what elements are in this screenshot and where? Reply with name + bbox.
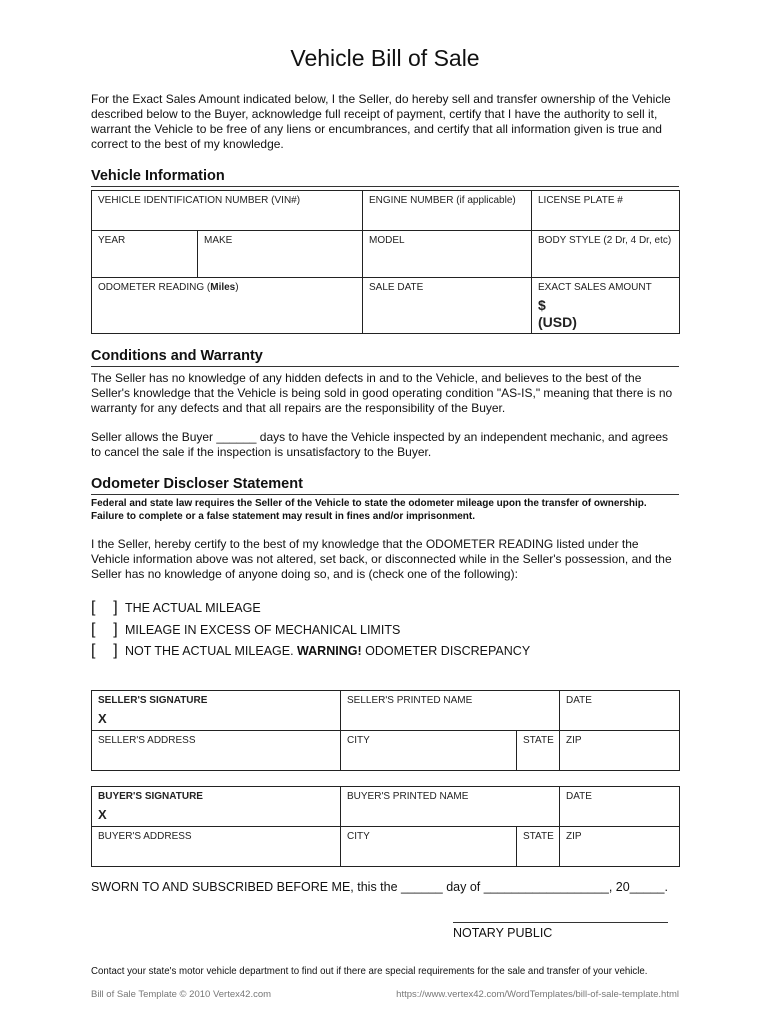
odometer-label-suffix: )	[235, 282, 239, 293]
buyer-zip-field[interactable]: ZIP	[560, 827, 680, 867]
body-style-field[interactable]: BODY STYLE (2 Dr, 4 Dr, etc)	[532, 231, 680, 278]
buyer-signature-label: BUYER'S SIGNATURE	[98, 791, 203, 802]
odometer-reading-field[interactable]	[92, 278, 363, 334]
seller-signature-field[interactable]	[92, 691, 341, 731]
conditions-paragraph: The Seller has no knowledge of any hidden defects in and to the Vehicle, and believes to the best of the Seller's knowledge that the Vehicle is being sold in good operating condition "AS-IS," meaning that there is no warranty for any defects and that all repairs are the responsibility of the Buyer.	[91, 371, 673, 415]
vin-field[interactable]: VEHICLE IDENTIFICATION NUMBER (VIN#)	[92, 191, 363, 231]
intro-paragraph: For the Exact Sales Amount indicated below, I the Seller, do hereby sell and transfer ownership of the Vehicle described below to the Buyer, acknowledge full receipt of payment, certify that I have the authority to sell it, warrant the Vehicle to be free of any liens or encumbrances, and certify that all information given is true and correct to the best of my knowledge.	[91, 92, 671, 151]
odometer-miles-label: Miles	[210, 282, 236, 293]
dollar-sign: $	[538, 297, 546, 313]
option-label-end: ODOMETER DISCREPANCY	[361, 644, 531, 658]
year-field[interactable]: YEAR	[92, 231, 198, 278]
conditions-heading: Conditions and Warranty	[91, 347, 679, 367]
exact-sales-amount-field[interactable]	[532, 278, 680, 334]
odometer-legal-notice: Federal and state law requires the Seller of the Vehicle to state the odometer mileage upon the transfer of ownership. Failure to complete or a false statement may result in fines and/or imprisonment.	[91, 498, 647, 522]
sale-date-field[interactable]: SALE DATE	[363, 278, 532, 334]
bracket-close: ]	[113, 621, 118, 638]
sales-amount-label: EXACT SALES AMOUNT	[538, 282, 652, 293]
sworn-statement: SWORN TO AND SUBSCRIBED BEFORE ME, this the ______ day of __________________, 20_____.	[91, 880, 668, 894]
model-field[interactable]: MODEL	[363, 231, 532, 278]
bracket-open: [	[91, 621, 96, 638]
bracket-close: ]	[113, 599, 118, 616]
notary-public-label: NOTARY PUBLIC	[453, 926, 553, 940]
buyer-printed-name-field[interactable]: BUYER'S PRINTED NAME	[341, 787, 560, 827]
option-actual-mileage[interactable]	[91, 598, 261, 618]
seller-printed-name-field[interactable]: SELLER'S PRINTED NAME	[341, 691, 560, 731]
notary-signature-line[interactable]	[453, 922, 668, 923]
buyer-state-field[interactable]: STATE	[517, 827, 560, 867]
buyer-city-field[interactable]: CITY	[341, 827, 517, 867]
odometer-label-prefix: ODOMETER READING (	[98, 282, 211, 293]
inspection-paragraph: Seller allows the Buyer ______ days to have the Vehicle inspected by an independent mechanic, and agrees to cancel the sale if the inspection is unsatisfactory to the Buyer.	[91, 430, 669, 459]
bracket-open: [	[91, 599, 96, 616]
odometer-certify-paragraph: I the Seller, hereby certify to the best of my knowledge that the ODOMETER READING listed under the Vehicle information above was not altered, set back, or disconnected while in the Seller's possession, and the Seller has no knowledge of anyone doing so, and is (check one of the following):	[91, 537, 672, 581]
buyer-date-field[interactable]: DATE	[560, 787, 680, 827]
seller-address-field[interactable]: SELLER'S ADDRESS	[92, 731, 341, 771]
footer-url[interactable]: https://www.vertex42.com/WordTemplates/bill-of-sale-template.html	[396, 989, 679, 1000]
seller-signature-label: SELLER'S SIGNATURE	[98, 695, 208, 706]
warning-label: WARNING!	[297, 644, 362, 658]
seller-city-field[interactable]: CITY	[341, 731, 517, 771]
option-not-actual-mileage[interactable]	[91, 641, 530, 661]
bracket-close: ]	[113, 642, 118, 659]
seller-zip-field[interactable]: ZIP	[560, 731, 680, 771]
option-label: THE ACTUAL MILEAGE	[125, 601, 261, 615]
vehicle-info-heading: Vehicle Information	[91, 167, 679, 187]
buyer-address-field[interactable]: BUYER'S ADDRESS	[92, 827, 341, 867]
buyer-table	[91, 786, 680, 867]
checkbox-bracket[interactable]	[91, 598, 125, 618]
engine-number-field[interactable]: ENGINE NUMBER (if applicable)	[363, 191, 532, 231]
page-title: Vehicle Bill of Sale	[290, 45, 480, 71]
seller-state-field[interactable]: STATE	[517, 731, 560, 771]
vehicle-info-table	[91, 190, 680, 334]
seller-date-field[interactable]: DATE	[560, 691, 680, 731]
option-label: NOT THE ACTUAL MILEAGE.	[125, 644, 298, 658]
option-excess-mileage[interactable]	[91, 620, 400, 640]
checkbox-bracket[interactable]	[91, 641, 125, 661]
footer-copyright: Bill of Sale Template © 2010 Vertex42.com	[91, 989, 272, 1000]
contact-note: Contact your state's motor vehicle department to find out if there are special requirements for the sale and transfer of your vehicle.	[91, 966, 648, 977]
usd-label: (USD)	[538, 314, 577, 330]
buyer-signature-field[interactable]	[92, 787, 341, 827]
seller-table	[91, 690, 680, 771]
license-plate-field[interactable]: LICENSE PLATE #	[532, 191, 680, 231]
checkbox-bracket[interactable]	[91, 620, 125, 640]
option-label: MILEAGE IN EXCESS OF MECHANICAL LIMITS	[125, 623, 401, 637]
odometer-heading: Odometer Discloser Statement	[91, 475, 679, 495]
bracket-open: [	[91, 642, 96, 659]
make-field[interactable]: MAKE	[198, 231, 363, 278]
buyer-signature-x: X	[98, 807, 107, 822]
seller-signature-x: X	[98, 711, 107, 726]
